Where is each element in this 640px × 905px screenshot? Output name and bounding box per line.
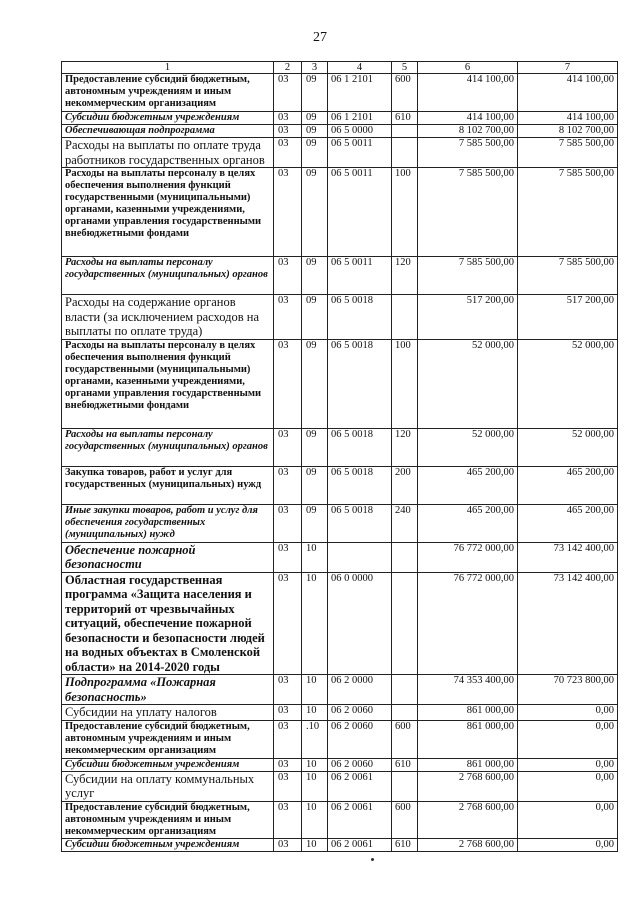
section-code-cell: 03 [274, 720, 302, 758]
target-article-cell: 06 0 0000 [328, 572, 392, 675]
expense-type-cell: 600 [392, 801, 418, 838]
section-code-cell: 03 [274, 295, 302, 340]
target-article-cell: 06 5 0011 [328, 138, 392, 168]
section-code-cell: 03 [274, 125, 302, 138]
expense-type-cell: 200 [392, 466, 418, 504]
section-code-cell: 03 [274, 168, 302, 257]
expense-type-cell: 120 [392, 428, 418, 466]
section-code-cell: 03 [274, 504, 302, 542]
amount-cell-col6: 465 200,00 [418, 466, 518, 504]
table-row [62, 572, 618, 675]
target-article-cell: 06 2 0061 [328, 838, 392, 851]
section-code-cell: 03 [274, 257, 302, 295]
amount-cell-col6: 8 102 700,00 [418, 125, 518, 138]
amount-cell-col6: 7 585 500,00 [418, 168, 518, 257]
row-name-cell: Иные закупки товаров, работ и услуг для обеспечения государственных (муниципальных) нужд [62, 504, 274, 542]
section-code-cell: 03 [274, 705, 302, 721]
subsection-code-cell: 10 [302, 838, 328, 851]
target-article-cell: 06 5 0018 [328, 339, 392, 428]
expense-type-cell [392, 705, 418, 721]
section-code-cell: 03 [274, 801, 302, 838]
target-article-cell: 06 5 0018 [328, 466, 392, 504]
target-article-cell: 06 2 0061 [328, 801, 392, 838]
row-name-cell: Расходы на выплаты персоналу государственных (муниципальных) органов [62, 428, 274, 466]
amount-cell-col6: 414 100,00 [418, 74, 518, 112]
row-name-cell: Расходы на выплаты персоналу в целях обеспечения выполнения функций государственными (муниципальными) органами, казенными учреждениями, органами управления государственными внебюджетными фондами [62, 339, 274, 428]
target-article-cell: 06 5 0000 [328, 125, 392, 138]
expense-type-cell: 610 [392, 758, 418, 771]
section-code-cell: 03 [274, 466, 302, 504]
subsection-code-cell: 10 [302, 758, 328, 771]
header-cell: 6 [418, 62, 518, 74]
amount-cell-col7: 0,00 [518, 771, 618, 801]
row-name-cell: Субсидии бюджетным учреждениям [62, 758, 274, 771]
subsection-code-cell: 09 [302, 339, 328, 428]
amount-cell-col6: 7 585 500,00 [418, 138, 518, 168]
amount-cell-col7: 0,00 [518, 801, 618, 838]
header-row [62, 62, 618, 74]
expense-type-cell: 120 [392, 257, 418, 295]
amount-cell-col6: 52 000,00 [418, 428, 518, 466]
section-code-cell: 03 [274, 542, 302, 572]
amount-cell-col7: 70 723 800,00 [518, 675, 618, 705]
expense-type-cell [392, 572, 418, 675]
section-code-cell: 03 [274, 771, 302, 801]
subsection-code-cell: 09 [302, 295, 328, 340]
target-article-cell: 06 1 2101 [328, 74, 392, 112]
row-name-cell: Подпрограмма «Пожарная безопасность» [62, 675, 274, 705]
amount-cell-col7: 465 200,00 [518, 466, 618, 504]
table-row [62, 705, 618, 721]
row-name-cell: Расходы на выплаты персоналу в целях обеспечения выполнения функций государственными (муниципальными) органами, казенными учреждениями, органами управления государственными внебюджетными фондами [62, 168, 274, 257]
expense-type-cell: 600 [392, 74, 418, 112]
subsection-code-cell: 09 [302, 168, 328, 257]
amount-cell-col7: 517 200,00 [518, 295, 618, 340]
amount-cell-col7: 73 142 400,00 [518, 542, 618, 572]
amount-cell-col6: 52 000,00 [418, 339, 518, 428]
header-cell: 1 [62, 62, 274, 74]
expense-type-cell [392, 295, 418, 340]
table-row [62, 257, 618, 295]
row-name-cell: Субсидии бюджетным учреждениям [62, 112, 274, 125]
amount-cell-col6: 2 768 600,00 [418, 838, 518, 851]
table-row [62, 758, 618, 771]
expense-type-cell: 100 [392, 339, 418, 428]
table-row [62, 801, 618, 838]
budget-table [61, 61, 618, 852]
subsection-code-cell: 10 [302, 705, 328, 721]
amount-cell-col6: 861 000,00 [418, 705, 518, 721]
subsection-code-cell: 09 [302, 112, 328, 125]
expense-type-cell [392, 125, 418, 138]
subsection-code-cell: 09 [302, 74, 328, 112]
amount-cell-col7: 52 000,00 [518, 428, 618, 466]
amount-cell-col7: 414 100,00 [518, 112, 618, 125]
amount-cell-col7: 52 000,00 [518, 339, 618, 428]
table-row [62, 838, 618, 851]
amount-cell-col7: 0,00 [518, 758, 618, 771]
amount-cell-col6: 7 585 500,00 [418, 257, 518, 295]
target-article-cell: 06 2 0060 [328, 758, 392, 771]
row-name-cell: Субсидии на уплату налогов [62, 705, 274, 721]
row-name-cell: Предоставление субсидий бюджетным, автономным учреждениям и иным некоммерческим организациям [62, 74, 274, 112]
expense-type-cell: 610 [392, 838, 418, 851]
section-code-cell: 03 [274, 112, 302, 125]
subsection-code-cell: 10 [302, 572, 328, 675]
subsection-code-cell: 10 [302, 801, 328, 838]
amount-cell-col6: 861 000,00 [418, 758, 518, 771]
table-row [62, 542, 618, 572]
table-row [62, 138, 618, 168]
stray-dot [371, 858, 374, 861]
target-article-cell: 06 2 0060 [328, 705, 392, 721]
table-row [62, 771, 618, 801]
table-row [62, 428, 618, 466]
row-name-cell: Закупка товаров, работ и услуг для государственных (муниципальных) нужд [62, 466, 274, 504]
amount-cell-col6: 76 772 000,00 [418, 542, 518, 572]
header-cell: 3 [302, 62, 328, 74]
subsection-code-cell: 10 [302, 771, 328, 801]
table-row [62, 675, 618, 705]
amount-cell-col6: 861 000,00 [418, 720, 518, 758]
table-row [62, 504, 618, 542]
amount-cell-col7: 0,00 [518, 838, 618, 851]
header-cell: 4 [328, 62, 392, 74]
target-article-cell: 06 5 0011 [328, 168, 392, 257]
header-cell: 5 [392, 62, 418, 74]
target-article-cell: 06 5 0018 [328, 504, 392, 542]
expense-type-cell: 600 [392, 720, 418, 758]
table-row [62, 295, 618, 340]
subsection-code-cell: 09 [302, 125, 328, 138]
row-name-cell: Предоставление субсидий бюджетным, автономным учреждениям и иным некоммерческим организациям [62, 801, 274, 838]
section-code-cell: 03 [274, 138, 302, 168]
amount-cell-col7: 0,00 [518, 720, 618, 758]
section-code-cell: 03 [274, 572, 302, 675]
subsection-code-cell: 10 [302, 675, 328, 705]
target-article-cell: 06 2 0060 [328, 720, 392, 758]
amount-cell-col6: 2 768 600,00 [418, 771, 518, 801]
section-code-cell: 03 [274, 74, 302, 112]
table-row [62, 74, 618, 112]
expense-type-cell: 240 [392, 504, 418, 542]
section-code-cell: 03 [274, 428, 302, 466]
amount-cell-col7: 7 585 500,00 [518, 257, 618, 295]
section-code-cell: 03 [274, 758, 302, 771]
subsection-code-cell: 09 [302, 138, 328, 168]
subsection-code-cell: 09 [302, 257, 328, 295]
table-row [62, 466, 618, 504]
row-name-cell: Расходы на выплаты персоналу государственных (муниципальных) органов [62, 257, 274, 295]
amount-cell-col7: 0,00 [518, 705, 618, 721]
amount-cell-col6: 465 200,00 [418, 504, 518, 542]
header-cell: 2 [274, 62, 302, 74]
amount-cell-col7: 7 585 500,00 [518, 168, 618, 257]
table-row [62, 168, 618, 257]
amount-cell-col7: 8 102 700,00 [518, 125, 618, 138]
subsection-code-cell: 09 [302, 504, 328, 542]
target-article-cell: 06 5 0018 [328, 428, 392, 466]
section-code-cell: 03 [274, 838, 302, 851]
target-article-cell: 06 2 0061 [328, 771, 392, 801]
target-article-cell: 06 5 0018 [328, 295, 392, 340]
section-code-cell: 03 [274, 339, 302, 428]
subsection-code-cell: 09 [302, 466, 328, 504]
header-cell: 7 [518, 62, 618, 74]
row-name-cell: Субсидии на оплату коммунальных услуг [62, 771, 274, 801]
table-row [62, 339, 618, 428]
table-row [62, 720, 618, 758]
table-body [62, 74, 618, 852]
row-name-cell: Расходы на выплаты по оплате труда работников государственных органов [62, 138, 274, 168]
amount-cell-col6: 414 100,00 [418, 112, 518, 125]
subsection-code-cell: 10 [302, 542, 328, 572]
amount-cell-col6: 74 353 400,00 [418, 675, 518, 705]
row-name-cell: Областная государственная программа «Защита населения и территорий от чрезвычайных ситуаций, обеспечение пожарной безопасности и безопасности людей на водных объектах в Смоленской области» на 2014-2020 годы [62, 572, 274, 675]
amount-cell-col7: 414 100,00 [518, 74, 618, 112]
row-name-cell: Обеспечение пожарной безопасности [62, 542, 274, 572]
amount-cell-col7: 73 142 400,00 [518, 572, 618, 675]
target-article-cell: 06 1 2101 [328, 112, 392, 125]
table-row [62, 125, 618, 138]
amount-cell-col6: 517 200,00 [418, 295, 518, 340]
expense-type-cell: 610 [392, 112, 418, 125]
subsection-code-cell: .10 [302, 720, 328, 758]
row-name-cell: Обеспечивающая подпрограмма [62, 125, 274, 138]
target-article-cell: 06 5 0011 [328, 257, 392, 295]
section-code-cell: 03 [274, 675, 302, 705]
row-name-cell: Предоставление субсидий бюджетным, автономным учреждениям и иным некоммерческим организациям [62, 720, 274, 758]
expense-type-cell [392, 138, 418, 168]
table-row [62, 112, 618, 125]
expense-type-cell [392, 771, 418, 801]
target-article-cell: 06 2 0000 [328, 675, 392, 705]
page-number: 27 [313, 30, 327, 45]
amount-cell-col6: 76 772 000,00 [418, 572, 518, 675]
subsection-code-cell: 09 [302, 428, 328, 466]
amount-cell-col7: 465 200,00 [518, 504, 618, 542]
amount-cell-col7: 7 585 500,00 [518, 138, 618, 168]
row-name-cell: Расходы на содержание органов власти (за исключением расходов на выплаты по оплате труда) [62, 295, 274, 340]
expense-type-cell [392, 675, 418, 705]
row-name-cell: Субсидии бюджетным учреждениям [62, 838, 274, 851]
expense-type-cell [392, 542, 418, 572]
expense-type-cell: 100 [392, 168, 418, 257]
target-article-cell [328, 542, 392, 572]
amount-cell-col6: 2 768 600,00 [418, 801, 518, 838]
